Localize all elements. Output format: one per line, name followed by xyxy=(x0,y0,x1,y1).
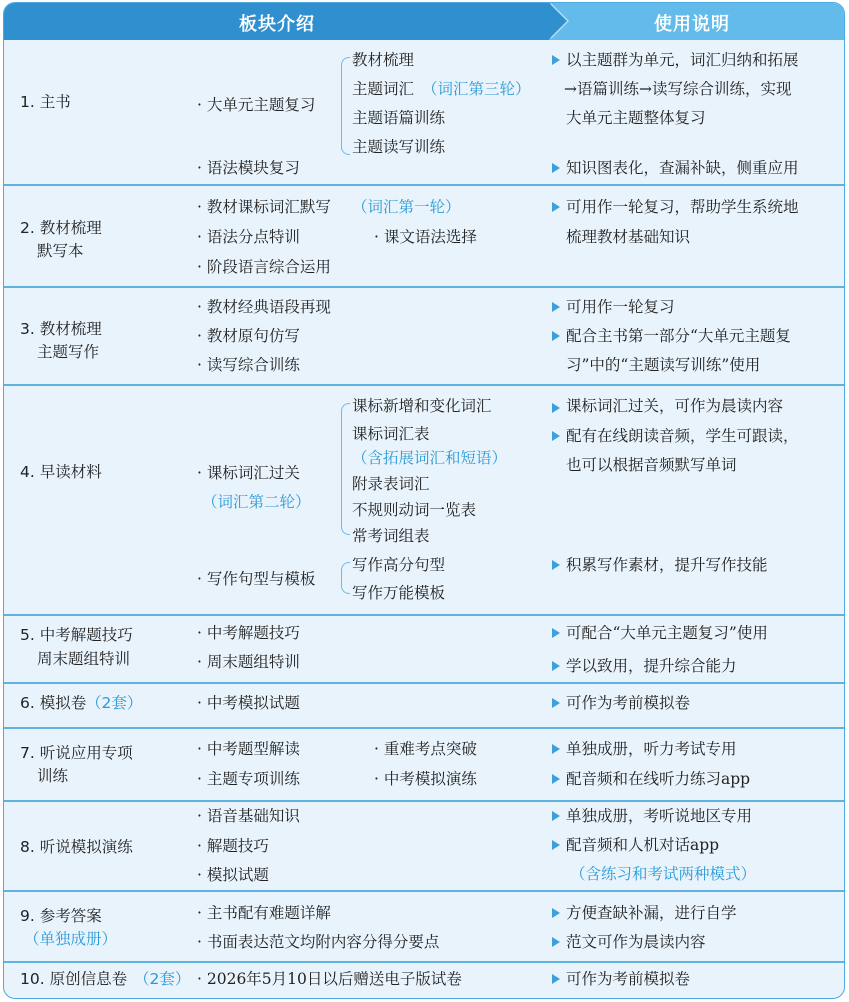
note: →语篇训练→读写综合训练，实现 xyxy=(564,80,792,98)
note: 也可以根据音频默写单词 xyxy=(566,456,737,474)
row-divider xyxy=(4,890,844,892)
item: · 中考题型解读 xyxy=(197,740,300,758)
note: 可用作一轮复习，帮助学生系统地 xyxy=(566,198,799,216)
sub-bracket xyxy=(341,562,350,594)
row-title: 主题写作 xyxy=(37,343,100,361)
bullet-triangle-icon xyxy=(552,974,560,984)
row-divider xyxy=(4,614,844,616)
row-title-note: （2套） xyxy=(86,694,143,712)
item: · 课文语法选择 xyxy=(374,228,477,246)
bullet-triangle-icon xyxy=(552,774,560,784)
bullet-triangle-icon xyxy=(552,661,560,671)
sub-item: 附录表词汇 xyxy=(352,475,430,493)
note: 方便查缺补漏，进行自学 xyxy=(566,904,737,922)
row-title: 4. 早读材料 xyxy=(20,463,102,481)
sub-bracket xyxy=(341,403,350,535)
note: 大单元主题整体复习 xyxy=(566,109,706,127)
item: · 中考模拟演练 xyxy=(374,770,477,788)
note: 单独成册，听力考试专用 xyxy=(566,740,737,758)
header-usage-notes: 使用说明 xyxy=(654,14,730,35)
bullet-triangle-icon xyxy=(552,698,560,708)
row-divider xyxy=(4,961,844,963)
item: · 主题专项训练 xyxy=(197,770,300,788)
item: · 中考解题技巧 xyxy=(197,624,300,642)
item: · 模拟试题 xyxy=(197,866,269,884)
header-section-intro: 板块介绍 xyxy=(239,14,315,35)
bullet-triangle-icon xyxy=(552,302,560,312)
bullet-triangle-icon xyxy=(552,840,560,850)
bullet-triangle-icon xyxy=(552,560,560,570)
header-arrow xyxy=(549,3,567,39)
bullet-triangle-icon xyxy=(552,908,560,918)
sub-item: 主题语篇训练 xyxy=(352,109,446,127)
note: 配有在线朗读音频，学生可跟读， xyxy=(566,427,799,445)
row-divider xyxy=(4,286,844,288)
row-title: 8. 听说模拟演练 xyxy=(20,838,133,856)
note-detail: （含练习和考试两种模式） xyxy=(570,865,757,883)
row-title: 10. 原创信息卷 xyxy=(20,970,128,988)
note: 可作为考前模拟卷 xyxy=(566,694,691,712)
sub-item-note: （词汇第三轮） xyxy=(422,80,531,98)
sub-item: 课标新增和变化词汇 xyxy=(352,397,492,415)
bullet-triangle-icon xyxy=(552,202,560,212)
note: 可作为考前模拟卷 xyxy=(566,970,691,988)
note: 范文可作为晨读内容 xyxy=(566,933,706,951)
item: · 语音基础知识 xyxy=(197,807,300,825)
note: 可配合“大单元主题复习”使用 xyxy=(566,624,768,642)
row-divider xyxy=(4,384,844,386)
row-divider xyxy=(4,184,844,186)
item: · 读写综合训练 xyxy=(197,356,300,374)
bullet-triangle-icon xyxy=(552,431,560,441)
item: · 大单元主题复习 xyxy=(197,96,316,114)
sub-item: 教材梳理 xyxy=(352,51,415,69)
item: · 教材课标词汇默写 xyxy=(197,198,331,216)
row-divider xyxy=(4,682,844,684)
bullet-triangle-icon xyxy=(552,55,560,65)
item: · 教材经典语段再现 xyxy=(197,298,331,316)
item: · 周末题组特训 xyxy=(197,653,300,671)
item: · 主书配有难题详解 xyxy=(197,904,331,922)
sub-bracket xyxy=(341,57,350,155)
item: · 教材原句仿写 xyxy=(197,327,300,345)
note: 学以致用，提升综合能力 xyxy=(566,657,737,675)
sub-item: 主题词汇 xyxy=(352,80,415,98)
item: · 课标词汇过关 xyxy=(197,464,300,482)
item: · 语法模块复习 xyxy=(197,159,300,177)
note: 配合主书第一部分“大单元主题复 xyxy=(566,327,791,345)
catalog-table xyxy=(3,2,845,999)
sub-item-note: （含拓展词汇和短语） xyxy=(352,449,508,467)
row-title: 3. 教材梳理 xyxy=(20,320,102,338)
bullet-triangle-icon xyxy=(552,744,560,754)
note: 可用作一轮复习 xyxy=(566,298,675,316)
note: 积累写作素材，提升写作技能 xyxy=(566,556,768,574)
table-header xyxy=(4,3,844,40)
row-title-note: （2套） xyxy=(134,970,191,988)
sub-item: 写作高分句型 xyxy=(352,556,446,574)
note: 知识图表化，查漏补缺，侧重应用 xyxy=(566,159,799,177)
row-divider xyxy=(4,800,844,802)
row-title: 9. 参考答案 xyxy=(20,907,102,925)
row-title: 7. 听说应用专项 xyxy=(20,744,133,762)
bullet-triangle-icon xyxy=(552,628,560,638)
item: · 重难考点突破 xyxy=(374,740,477,758)
row-title: 1. 主书 xyxy=(20,93,71,111)
row-title: 5. 中考解题技巧 xyxy=(20,626,133,644)
row-title: 6. 模拟卷 xyxy=(20,694,87,712)
bullet-triangle-icon xyxy=(552,811,560,821)
item-note: （词汇第二轮） xyxy=(202,493,311,511)
item: · 中考模拟试题 xyxy=(197,694,300,712)
note: 习”中的“主题读写训练”使用 xyxy=(566,356,761,374)
note: 单独成册，考听说地区专用 xyxy=(566,807,753,825)
item: · 书面表达范文均附内容分得分要点 xyxy=(197,933,440,951)
row-title: 2. 教材梳理 xyxy=(20,219,102,237)
sub-item: 主题读写训练 xyxy=(352,138,446,156)
item: · 阶段语言综合运用 xyxy=(197,258,331,276)
item-note: （词汇第一轮） xyxy=(352,198,461,216)
sub-item: 写作万能模板 xyxy=(352,584,446,602)
sub-item: 不规则动词一览表 xyxy=(352,501,477,519)
note: 配音频和人机对话app xyxy=(566,836,720,854)
row-title-note: （单独成册） xyxy=(24,930,118,948)
bullet-triangle-icon xyxy=(552,331,560,341)
note: 梳理教材基础知识 xyxy=(566,228,691,246)
item: · 语法分点特训 xyxy=(197,228,300,246)
item: · 2026年5月10日以后赠送电子版试卷 xyxy=(197,970,462,988)
sub-item: 常考词组表 xyxy=(352,527,430,545)
item: · 解题技巧 xyxy=(197,837,269,855)
row-title: 训练 xyxy=(37,767,69,785)
item: · 写作句型与模板 xyxy=(197,570,316,588)
bullet-triangle-icon xyxy=(552,937,560,947)
bullet-triangle-icon xyxy=(552,163,560,173)
bullet-triangle-icon xyxy=(552,403,560,413)
row-divider xyxy=(4,727,844,729)
sub-item: 课标词汇表 xyxy=(352,425,430,443)
note: 配音频和在线听力练习app xyxy=(566,770,751,788)
row-title: 周末题组特训 xyxy=(37,650,131,668)
note: 以主题群为单元，词汇归纳和拓展 xyxy=(566,51,799,69)
note: 课标词汇过关，可作为晨读内容 xyxy=(566,397,784,415)
row-title: 默写本 xyxy=(37,242,84,260)
